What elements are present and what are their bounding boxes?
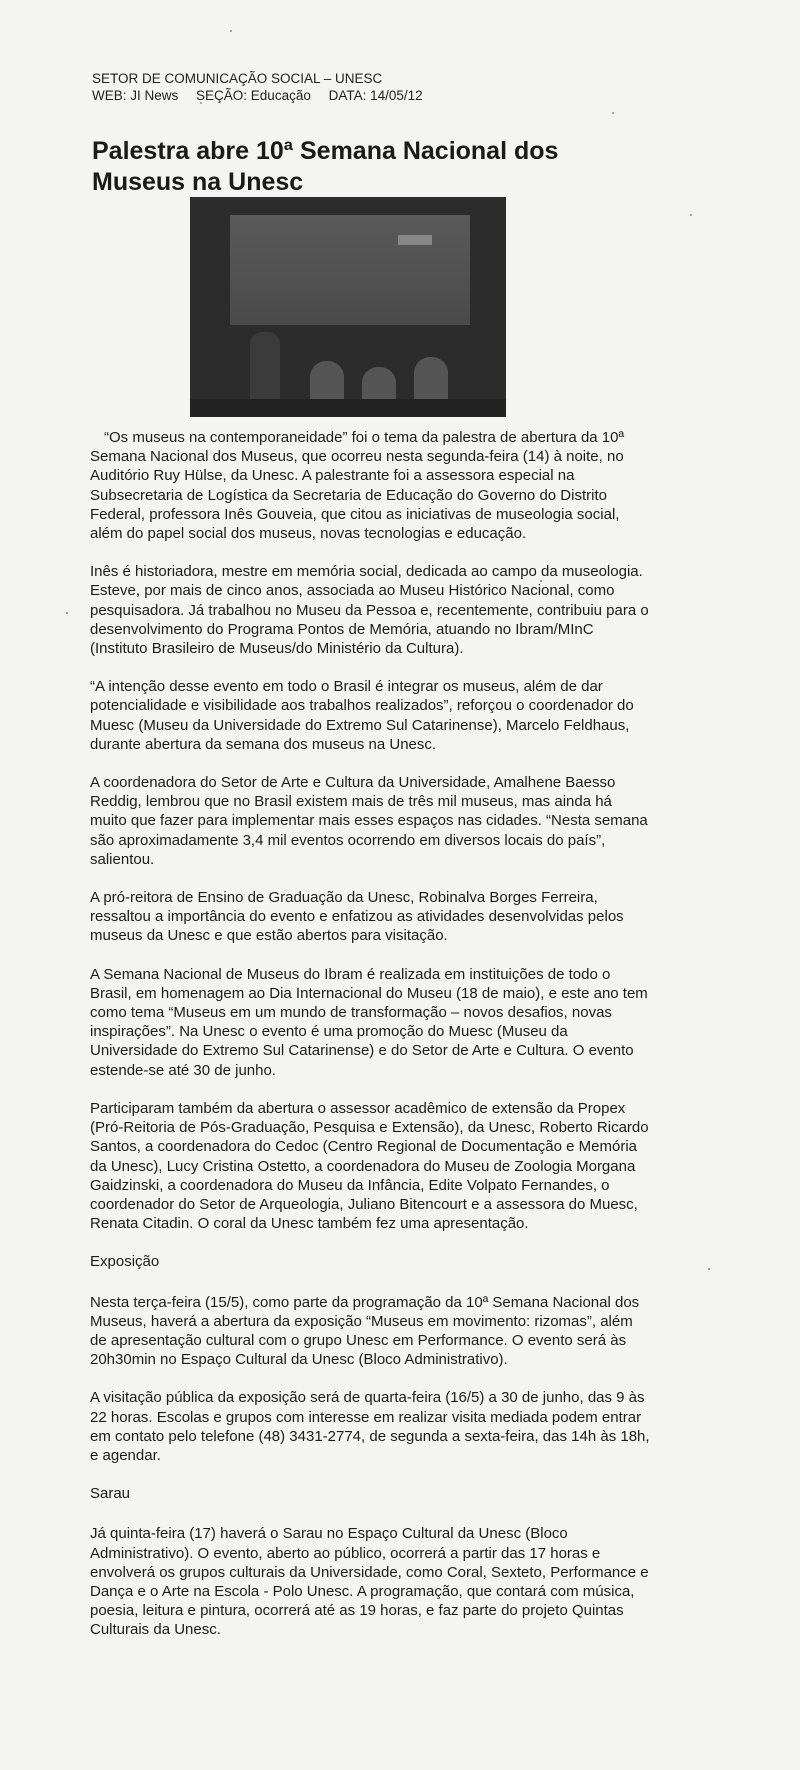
article-paragraph: “Os museus na contemporaneidade” foi o tema da palestra de abertura da 10ª Semana Nacional dos Museus, que ocorreu nesta segunda-feira (14) à noite, no Auditório Ruy Hülse, da Unesc. A palestrante foi a assessora especial na Subsecretaria de Logística da Secretaria de Educação do Governo do Distrito Federal, professora Inês Gouveia, que citou as iniciativas de museologia social, além do papel social dos museus, novas tecnologias e educação. <box>90 429 625 543</box>
scan-speck <box>708 1268 710 1270</box>
article-headline: Palestra abre 10ª Semana Nacional dos Museus na Unesc <box>92 137 559 196</box>
article-paragraph: A coordenadora do Setor de Arte e Cultura da Universidade, Amalhene Baesso Reddig, lembrou que no Brasil existem mais de três mil museus, mas ainda há muito que fazer para implementar mais esses espaços nas cidades. “Nesta semana são aproximadamente 3,4 mil eventos ocorrendo em diversos locais do país”, salientou. <box>90 774 648 868</box>
article-paragraph: A Semana Nacional de Museus do Ibram é realizada em instituições de todo o Brasil, em homenagem ao Dia Internacional do Museu (18 de maio), e este ano tem como tema “Museus em um mundo de transformação – novos desafios, novas inspirações”. Na Unesc o evento é uma promoção do Muesc (Museu da Universidade do Extremo Sul Catarinense) e do Setor de Arte e Cultura. O evento estende-se até 30 de junho. <box>90 965 648 1079</box>
header-date: DATA: 14/05/12 <box>328 88 423 103</box>
header-section: SEÇÃO: Educação <box>196 88 311 103</box>
subheading-sarau: Sarau <box>90 1485 131 1503</box>
scan-speck <box>690 214 692 216</box>
article-paragraph: “A intenção desse evento em todo o Brasil é integrar os museus, além de dar potencialidade e visibilidade aos trabalhos realizados”, reforçou o coordenador do Muesc (Museu da Universidade do Extremo Sul Catarinense), Marcelo Feldhaus, durante abertura da semana dos museus na Unesc. <box>90 678 634 753</box>
article-paragraph: Já quinta-feira (17) haverá o Sarau no Espaço Cultural da Unesc (Bloco Administrativo). O evento, aberto ao público, ocorrerá a partir das 17 horas e envolverá os grupos culturais da Universidade, como Coral, Sexteto, Performance e Dança e o Arte na Escola - Polo Unesc. A programação, que contará com música, poesia, leitura e pintura, ocorrerá até as 19 horas, e faz parte do projeto Quintas Culturais da Unesc. <box>90 1525 649 1639</box>
article-paragraph: Inês é historiadora, mestre em memória social, dedicada ao campo da museologia. Esteve, por mais de cinco anos, associada ao Museu Histórico Nacional, como pesquisadora. Já trabalhou no Museu da Pessoa e, recentemente, contribuiu para o desenvolvimento do Programa Pontos de Memória, atuando no Ibram/MInC (Instituto Brasileiro de Museus/do Ministério da Cultura). <box>90 563 649 658</box>
scan-speck <box>230 30 232 32</box>
article-body <box>90 428 650 1659</box>
document-header <box>92 70 437 104</box>
article-paragraph: Nesta terça-feira (15/5), como parte da programação da 10ª Semana Nacional dos Museus, haverá a abertura da exposição “Museus em movimento: rizomas”, além de apresentação cultural com o grupo Unesc em Performance. O evento será às 20h30min no Espaço Cultural da Unesc (Bloco Administrativo). <box>90 1293 640 1369</box>
scan-speck <box>612 112 614 114</box>
subheading-exposicao: Exposição <box>90 1253 160 1271</box>
header-meta-row <box>92 87 437 104</box>
header-web: WEB: JI News <box>92 88 179 103</box>
projection-screen <box>230 215 470 325</box>
unesc-sign <box>398 235 432 245</box>
article-paragraph: A pró-reitora de Ensino de Graduação da Unesc, Robinalva Borges Ferreira, ressaltou a importância do evento e enfatizou as atividades desenvolvidas pelos museus da Unesc e que estão abertos para visitação. <box>90 889 624 945</box>
header-department: SETOR DE COMUNICAÇÃO SOCIAL – UNESC <box>92 71 383 86</box>
speaker-figure <box>250 332 280 407</box>
article-paragraph: A visitação pública da exposição será de quarta-feira (16/5) a 30 de junho, das 9 às 22 horas. Escolas e grupos com interesse em realizar visita mediada podem entrar em contato pelo telefone (48) 3431-2774, de segunda a sexta-feira, das 14h às 18h, e agendar. <box>90 1389 650 1464</box>
photo-floor <box>190 399 506 417</box>
audience-heads <box>310 347 470 407</box>
event-photo <box>190 197 506 417</box>
article-paragraph: Participaram também da abertura o assessor acadêmico de extensão da Propex (Pró-Reitoria de Pós-Graduação, Pesquisa e Extensão), da Unesc, Roberto Ricardo Santos, a coordenadora do Cedoc (Centro Regional de Documentação e Memória da Unesc), Lucy Cristina Ostetto, a coordenadora do Museu de Zoologia Morgana Gaidzinski, a coordenadora do Museu da Infância, Edite Volpato Fernandes, o coordenador do Setor de Arqueologia, Juliano Bitencourt e a assessora do Muesc, Renata Citadin. O coral da Unesc também fez uma apresentação. <box>90 1099 649 1233</box>
scan-speck <box>66 612 68 614</box>
